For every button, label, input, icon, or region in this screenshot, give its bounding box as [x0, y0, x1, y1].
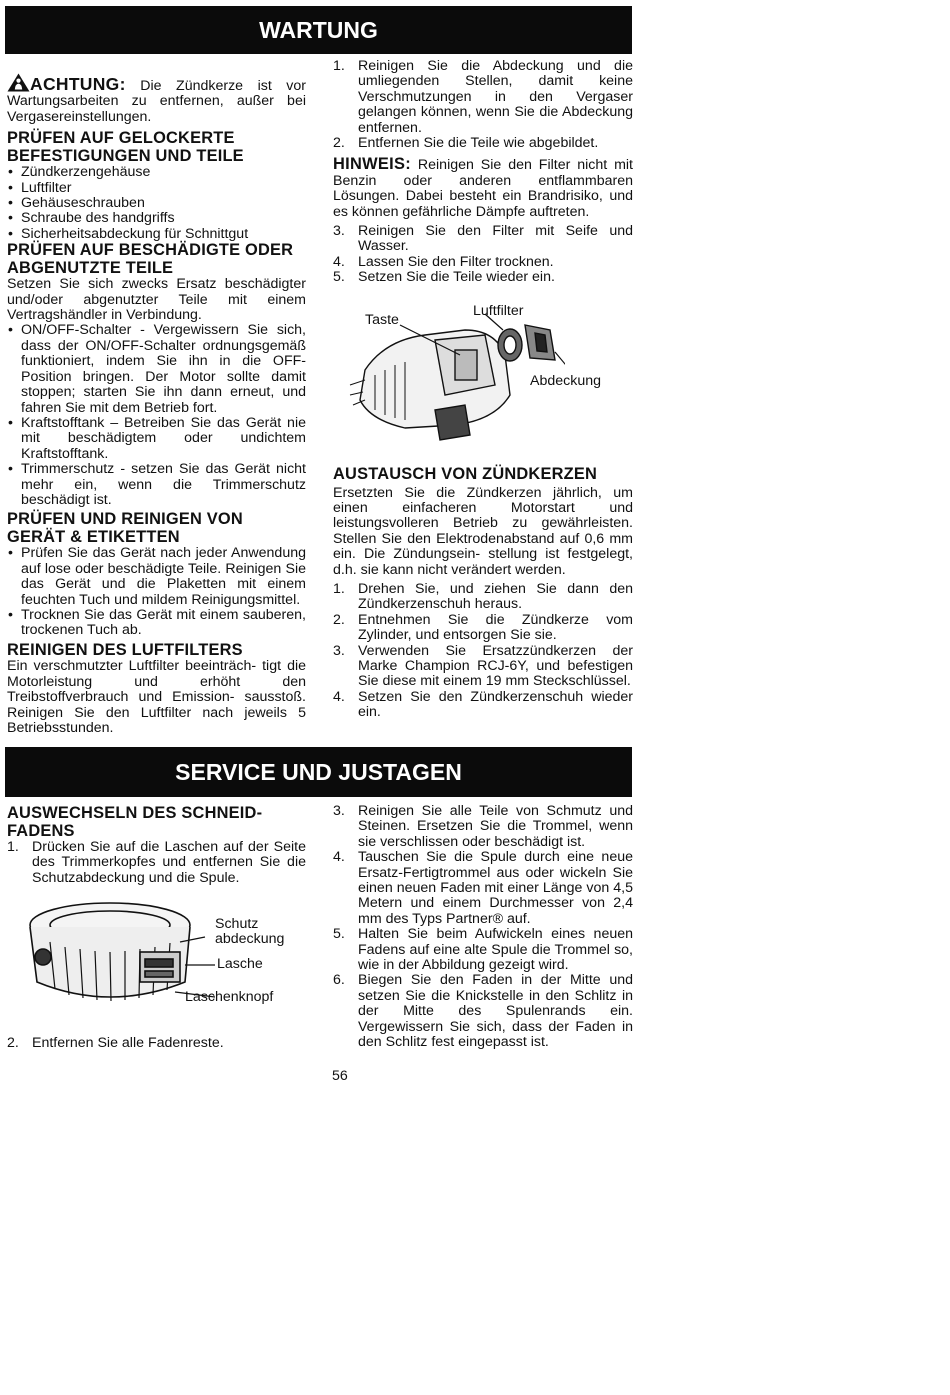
list-item: 4. Tauschen Sie die Spule durch eine neue Ersatz-Fertigtrommel aus oder wickeln Sie einen neuen Faden mit einer Länge von 4,5 Metern und einem Durchmesser von 2,4 mm des Typs Partner® auf.: [333, 849, 633, 927]
service-title: SERVICE UND JUSTAGEN: [175, 759, 462, 785]
list-item: 4. Setzen Sie den Zündkerzenschuh wieder ein.: [333, 688, 633, 721]
damaged-parts-list: [7, 323, 306, 508]
filter-steps-b: [333, 224, 633, 286]
figure-label-cover: Abdeckung: [530, 373, 601, 389]
list-item: 4. Lassen Sie den Filter trocknen.: [333, 253, 554, 270]
figure-label-tab-button: Laschenknopf: [185, 989, 274, 1005]
list-item: 5. Halten Sie beim Aufwickeln eines neuen Fadens auf eine alte Spule die Trommel so, wie in der Abbildung gezeigt wird.: [333, 926, 633, 974]
heading-air-filter: REINIGEN DES LUFTFILTERS: [7, 640, 243, 659]
list-item: 2. Entfernen Sie die Teile wie abgebildet.: [333, 135, 599, 152]
spark-plug-steps: [333, 582, 633, 721]
list-item: • Schraube des handgriffs: [7, 211, 306, 226]
list-item: 6. Biegen Sie den Faden in der Mitte und setzen Sie die Knickstelle in den Schlitz in der Mitte des Spulenrands ein. Vergewissern Sie sich, dass der Faden in den Schlitz fest eingepasst ist.: [333, 972, 633, 1051]
list-item: 3. Verwenden Sie Ersatzzündkerzen der Marke Champion RCJ-6Y, und befestigen Sie diese mit einem 19 mm Steckschlüssel.: [333, 642, 633, 690]
list-item: • Sicherheitsabdeckung für Schnittgut: [7, 227, 306, 242]
damaged-parts-text: Setzen Sie sich zwecks Ersatz beschädigter und/oder abgenutzter Teile mit einem Vertragshändler in Verbindung.: [7, 276, 306, 324]
cutting-line-steps: [333, 804, 633, 1051]
wartung-title: WARTUNG: [259, 17, 378, 43]
heading-clean-device: PRÜFEN UND REINIGEN VON GERÄT & ETIKETTEN: [7, 510, 243, 546]
list-item: • Gehäuseschrauben: [7, 196, 306, 211]
list-item: • ON/OFF-Schalter - Vergewissern Sie sich, dass der ON/OFF-Schalter ordnungsgemäß funktioniert, indem Sie ihn in die OFF-Position bringen. Der Motor sollte damit stoppen; starten Sie ihn dann erneut, und fahren Sie mit dem Betrieb fort.: [7, 323, 306, 415]
cutting-line-step-2: [7, 1036, 306, 1051]
list-item: 1. Drehen Sie, und ziehen Sie dann den Zündkerzenschuh heraus.: [333, 580, 633, 613]
air-filter-text: Ein verschmutzter Luftfilter beeinträch- tigt die Motorleistung und erhöht den Treibstoffverbrauch und Emission- sausstoß. Reinigen Sie den Luftfilter nach jeweils 5 Betriebsstunden.: [7, 658, 306, 736]
note-label: HINWEIS:: [333, 155, 411, 174]
wartung-left-column: [7, 73, 306, 736]
heading-cutting-line: AUSWECHSELN DES SCHNEID- FADENS: [7, 804, 263, 840]
service-right-column: [333, 804, 633, 1051]
list-item: • Kraftstofftank – Betreiben Sie das Gerät nie mit beschädigtem oder undichtem Kraftstofftank.: [7, 416, 306, 462]
page-number: 56: [332, 1068, 348, 1084]
wartung-right-column: [333, 59, 633, 286]
heading-spark-plug: AUSTAUSCH VON ZÜNDKERZEN: [333, 465, 598, 483]
note-text: Reinigen Sie den Filter nicht mit Benzin oder anderen entflammbaren Lösungen. Dabei besteht ein Brandrisiko, und es können gefährliche Dämpfe auftreten.: [333, 157, 633, 220]
loose-parts-list: [7, 165, 306, 242]
figure-label-button: Taste: [365, 312, 399, 328]
note-paragraph: [333, 157, 633, 220]
list-item: 5. Setzen Sie die Teile wieder ein.: [333, 269, 555, 286]
figure-label-protective-cover: Schutz abdeckung: [215, 916, 285, 948]
list-item: 3. Reinigen Sie alle Teile von Schmutz und Steinen. Ersetzen Sie die Trommel, wenn sie verschlissen oder beschädigt ist.: [333, 803, 633, 850]
list-item: • Prüfen Sie das Gerät nach jeder Anwendung auf lose oder beschädigte Teile. Reinigen Sie das Gerät und die Plaketten mit einem feuchten Tuch und mildem Reinigungsmittel.: [7, 546, 306, 608]
warning-icon: [7, 73, 30, 92]
list-item: 3. Reinigen Sie den Filter mit Seife und Wasser.: [333, 223, 633, 255]
list-item: • Luftfilter: [7, 181, 306, 196]
heading-loose-parts: PRÜFEN AUF GELOCKERTE BEFESTIGUNGEN UND TEILE: [7, 129, 244, 165]
warning-paragraph: [7, 73, 306, 125]
figure-label-tab: Lasche: [217, 956, 263, 972]
list-item: 1. Reinigen Sie die Abdeckung und die umliegenden Stellen, damit keine Verschmutzungen in den Vergaser gelangen können, wenn Sie die Abdeckung entfernen.: [333, 58, 633, 136]
clean-device-list: [7, 546, 306, 638]
spark-plug-section: [333, 466, 633, 721]
figure-label-filter: Luftfilter: [473, 303, 524, 319]
list-item: 2. Entnehmen Sie die Zündkerze vom Zylinder, und entsorgen Sie sie.: [333, 611, 633, 644]
warning-label: ACHTUNG:: [30, 74, 126, 94]
service-left-column: [7, 805, 306, 886]
list-item: • Trocknen Sie das Gerät mit einem sauberen, trockenen Tuch ab.: [7, 608, 306, 639]
filter-steps-a: [333, 59, 633, 151]
warning-text: Die Zündkerze ist vor Wartungsarbeiten zu entfernen, außer bei Vergasereinstellungen.: [7, 78, 306, 125]
service-banner: [5, 747, 632, 797]
list-item: 1. Drücken Sie auf die Laschen auf der Seite des Trimmerkopfes und entfernen Sie die Schutzabdeckung und die Spule.: [7, 839, 306, 886]
wartung-banner: [5, 6, 632, 54]
cutting-line-step-1: [7, 840, 306, 886]
list-item: • Trimmerschutz - setzen Sie das Gerät nicht mehr ein, wenn die Trimmerschutz beschädigt ist.: [7, 462, 306, 508]
heading-damaged-parts: PRÜFEN AUF BESCHÄDIGTE ODER ABGENUTZTE TEILE: [7, 241, 294, 277]
list-item: • Zündkerzengehäuse: [7, 165, 306, 180]
spark-plug-text: Ersetzten Sie die Zündkerzen jährlich, um einen einfacheren Motorstart und leistungsvolleren Betrieb zu gewährleisten. Stellen Sie den Elektrodenabstand auf 0,6 mm ein. Die Zündungsein- stellung ist festgelegt, d.h. sie kann nicht verändert werden.: [333, 484, 633, 578]
list-item: 2. Entfernen Sie alle Fadenreste.: [7, 1035, 224, 1051]
